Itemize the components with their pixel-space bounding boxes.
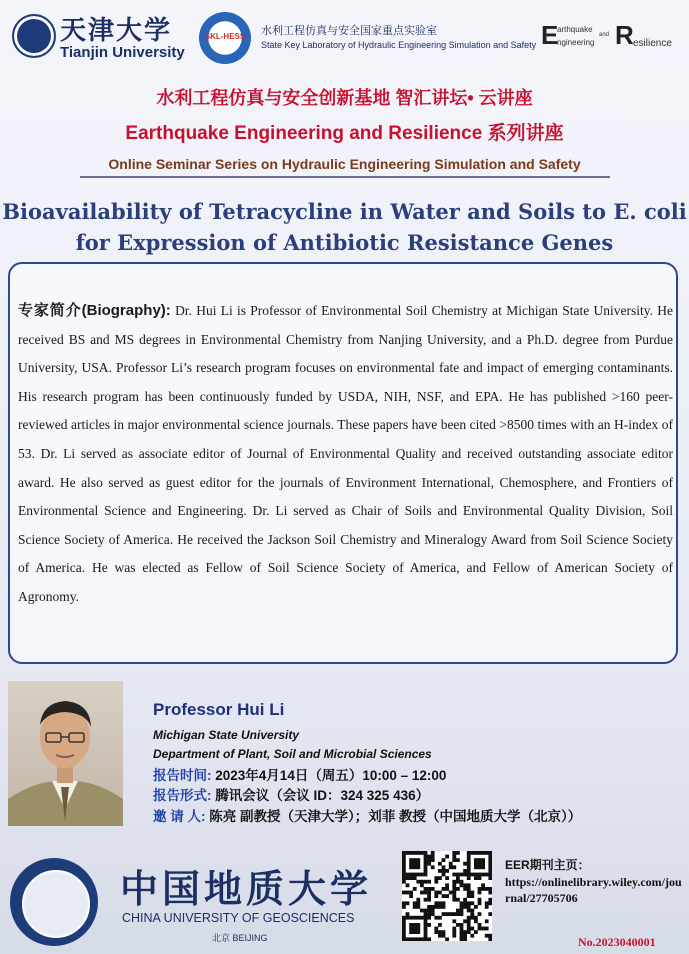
speaker-name: Professor Hui Li bbox=[153, 700, 285, 719]
talk-time bbox=[153, 764, 446, 784]
tianjin-university-name-cn: 天津大学 bbox=[60, 16, 173, 46]
series-subtitle: Online Seminar Series on Hydraulic Engineering Simulation and Safety bbox=[108, 156, 581, 172]
seminar-title-cn: 水利工程仿真与安全创新基地 智汇讲坛• 云讲座 bbox=[156, 88, 533, 108]
speaker-photo bbox=[8, 681, 123, 826]
biography bbox=[18, 297, 673, 612]
talk-time-label: 报告时间: bbox=[153, 768, 212, 783]
biography-label: 专家简介(Biography): bbox=[18, 302, 171, 319]
eer-journal-url[interactable]: https://onlinelibrary.wiley.com/journal/27705706 bbox=[505, 875, 682, 905]
series-title: Earthquake Engineering and Resilience 系列讲座 bbox=[125, 123, 564, 144]
speaker-department: Department of Plant, Soil and Microbial Sciences bbox=[153, 747, 432, 761]
cug-city: 北京 BEIJING bbox=[212, 933, 268, 943]
talk-host-value: 陈亮 副教授（天津大学）；刘菲 教授（中国地质大学（北京）） bbox=[209, 809, 582, 824]
seminar-number: No.2023040001 bbox=[578, 935, 656, 949]
eer-journal-label: EER期刊主页： bbox=[505, 858, 590, 872]
talk-title bbox=[0, 196, 689, 258]
talk-host-label: 邀 请 人: bbox=[153, 809, 206, 824]
cug-name-en: CHINA UNIVERSITY OF GEOSCIENCES bbox=[122, 911, 355, 925]
talk-format-value: 腾讯会议（会议 ID：324 325 436） bbox=[215, 788, 430, 803]
talk-title-line-1: Bioavailability of Tetracycline in Water and Soils to E. coli bbox=[2, 199, 687, 224]
talk-host bbox=[153, 805, 581, 825]
divider bbox=[80, 176, 610, 178]
biography-text: Dr. Hui Li is Professor of Environmental Soil Chemistry at Michigan State University. He received BS and MS degrees in Environmental Chemistry from Nanjing University, and a Ph.D. degree from Purdue University, USA. Professor Li’s research program focuses on environmental fate and impact of emerging contaminants. His research program has been continuously funded by USDA, NIH, NSF, and EPA. He has published >160 peer-reviewed articles in major environmental science journals. These papers have been cited >8500 times with an H-index of 53. Dr. Li served as associate editor of Journal of Environmental Quality and received outstanding associate editor award. He also served as guest editor for the journals of Environment International, Chemosphere, and Frontiers of Environmental Science and Engineering. Dr. Li served as Chair of Soils and Environmental Quality Division, Soil Science Society of America. He received the Jackson Soil Chemistry and Mineralogy Award from Soil Science Society of America. He was elected as Fellow of Soil Science Society of America, and Fellow of American Society of Agronomy. bbox=[18, 303, 673, 604]
cug-name-cn: 中国地质大学 bbox=[120, 866, 373, 911]
cug-seal bbox=[10, 858, 98, 946]
talk-format-label: 报告形式: bbox=[153, 788, 212, 803]
tianjin-university-name-en: Tianjin University bbox=[60, 44, 185, 61]
skl-name-cn: 水利工程仿真与安全国家重点实验室 bbox=[261, 25, 437, 37]
speaker-affiliation: Michigan State University bbox=[153, 728, 300, 742]
talk-title-line-2: for Expression of Antibiotic Resistance Genes bbox=[75, 230, 614, 255]
skl-hess-logo bbox=[199, 12, 251, 64]
talk-format bbox=[153, 784, 429, 804]
talk-time-value: 2023年4月14日（周五）10:00 – 12:00 bbox=[215, 768, 447, 783]
eer-logo: E arthquake ngineering and R esilience bbox=[541, 20, 672, 50]
skl-hess-badge: SKL-HESS bbox=[204, 32, 246, 41]
skl-name-en: State Key Laboratory of Hydraulic Engineering Simulation and Safety bbox=[261, 40, 537, 50]
qr-code[interactable] bbox=[402, 851, 492, 941]
tianjin-university-seal bbox=[12, 14, 56, 58]
